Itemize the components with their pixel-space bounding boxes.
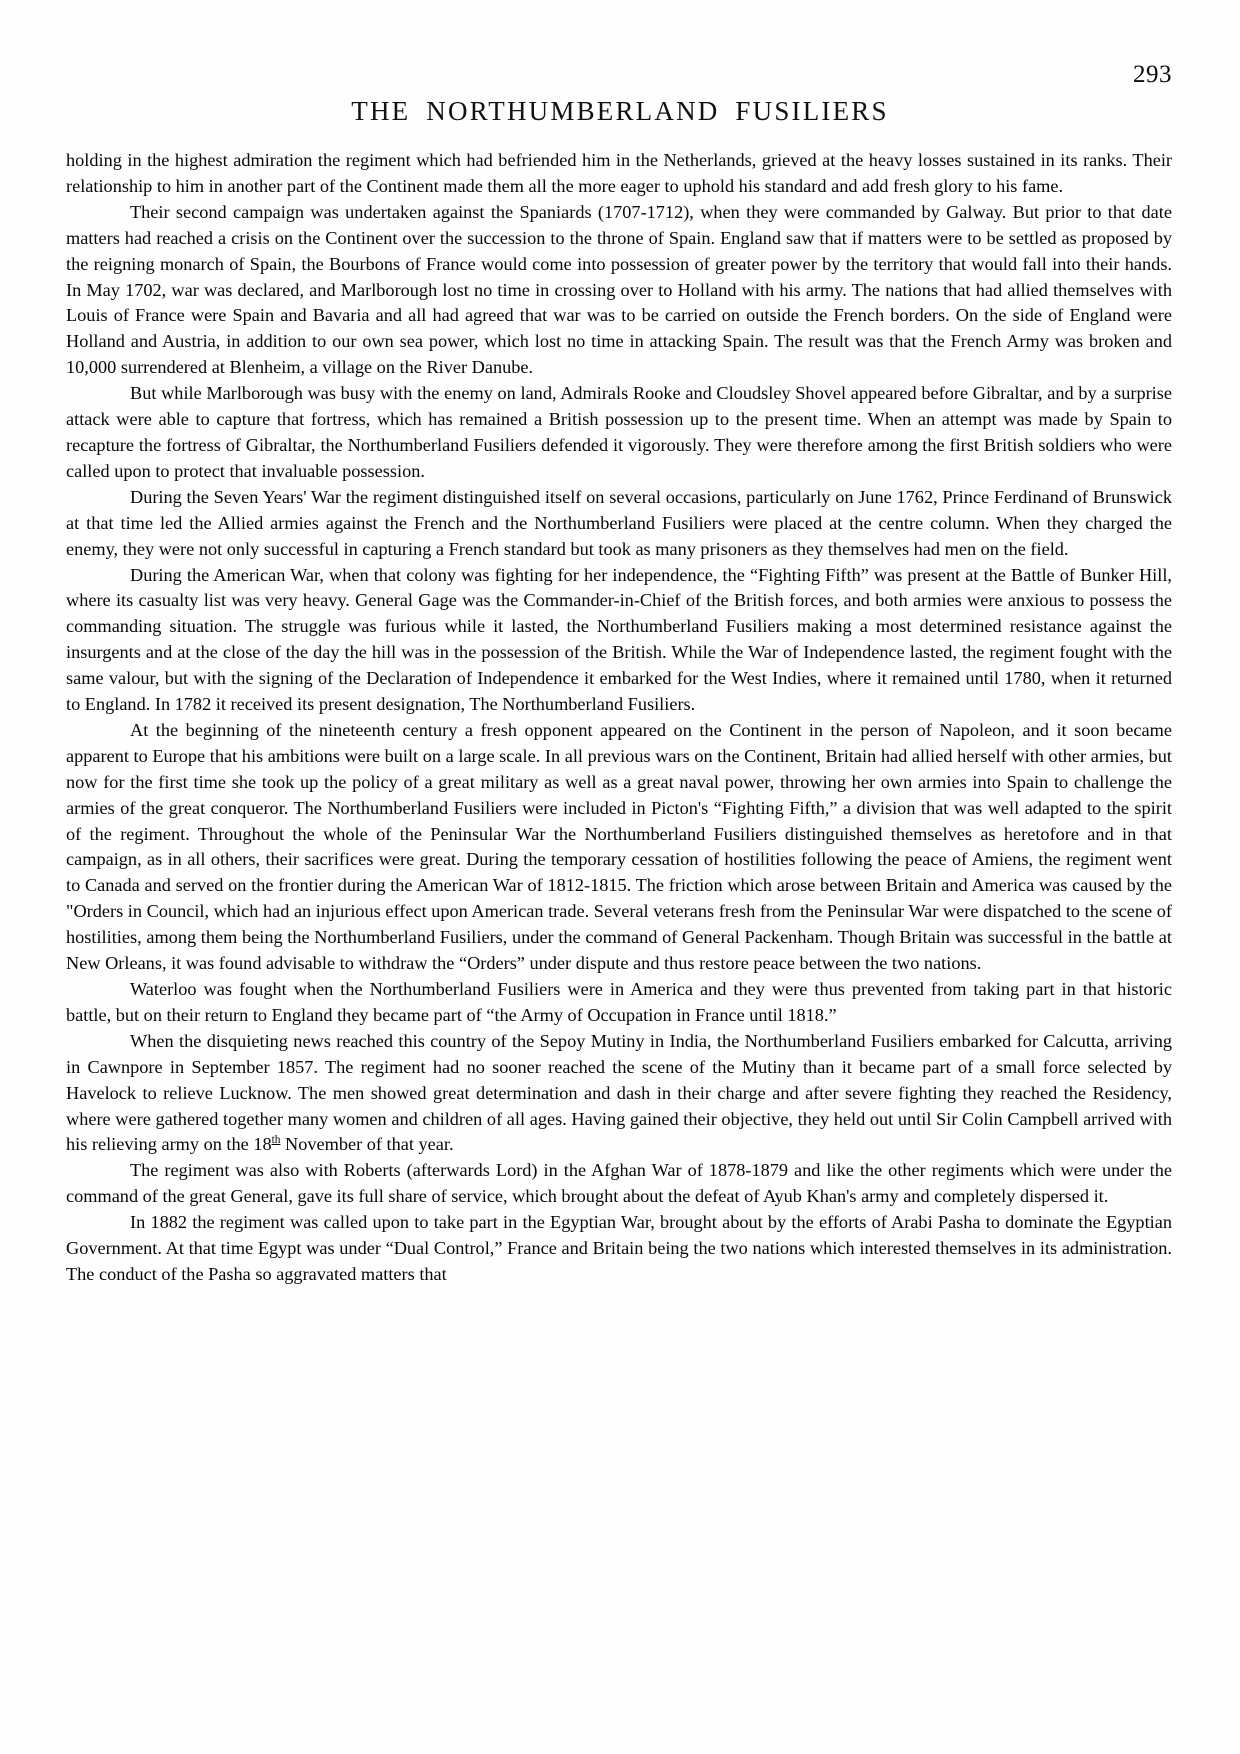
paragraph-napoleon: At the beginning of the nineteenth century a fresh opponent appeared on the Continent in the person of Napoleon, and it soon became apparent to Europe that his ambitions were built on a large scale. In all previous wars on the Continent, Britain had allied herself with other armies, but now for the first time she took up the policy of a great military as well as a great naval power, throwing her own armies into Spain to challenge the armies of the great conqueror. The Northumberland Fusiliers were included in Picton's “Fighting Fifth,” a division that was well adapted to the spirit of the regiment. Throughout the whole of the Peninsular War the Northumberland Fusiliers distinguished themselves as heretofore and in that campaign, as in all others, their sacrifices were great. During the temporary cessation of hostilities following the peace of Amiens, the regiment went to Canada and served on the frontier during the American War of 1812-1815. The friction which arose between Britain and America was caused by the "Orders in Council, which had an injurious effect upon American trade. Several veterans fresh from the Peninsular War were dispatched to the scene of hostilities, among them being the Northumberland Fusiliers, under the command of General Packenham. Though Britain was successful in the battle at New Orleans, it was found advisable to withdraw the “Orders” under dispute and thus restore peace between the two nations. [66,719,1172,974]
sepoy-text-after-superscript: November of that year. [280,1134,454,1155]
paragraph-second-campaign: Their second campaign was undertaken against the Spaniards (1707-1712), when they were commanded by Galway. But prior to that date matters had reached a crisis on the Continent over the succession to the throne of Spain. England saw that if matters were to be settled as proposed by the reigning monarch of Spain, the Bourbons of France would come into possession of greater power by the territory that would fall into their hands. In May 1702, war was declared, and Marlborough lost no time in crossing over to Holland with his army. The nations that had allied themselves with Louis of France were Spain and Bavaria and all had agreed that war was to be carried on outside the French borders. On the side of England were Holland and Austria, in addition to our own sea power, which lost no time in attacking Spain. The result was that the French Army was broken and 10,000 surrendered at Blenheim, a village on the River Danube. [66,201,1172,378]
paragraph-afghan-war: The regiment was also with Roberts (afterwards Lord) in the Afghan War of 1878-1879 and like the other regiments which were under the command of the great General, gave its full share of service, which brought about the defeat of Ayub Khan's army and completely dispersed it. [66,1160,1172,1207]
paragraph-seven-years-war: During the Seven Years' War the regiment distinguished itself on several occasions, particularly on June 1762, Prince Ferdinand of Brunswick at that time led the Allied armies against the French and the Northumberland Fusiliers were placed at the centre column. When they charged the enemy, they were not only successful in capturing a French standard but took as many prisoners as they themselves had men on the field. [66,486,1172,559]
paragraph-waterloo: Waterloo was fought when the Northumberland Fusiliers were in America and they were thus prevented from taking part in that historic battle, but on their return to England they became part of “the Army of Occupation in France until 1818.” [66,979,1172,1025]
sepoy-text-before-superscript: When the disquieting news reached this country of the Sepoy Mutiny in India, the Northumberland Fusiliers embarked for Calcutta, arriving in Cawnpore in September 1857. The regiment had no sooner reached the scene of the Mutiny than it became part of a small force selected by Havelock to relieve Lucknow. The men showed great determination and dash in their charge and after severe fighting they reached the Residency, where were gathered together many women and children of all ages. Having gained their objective, they held out until Sir Colin Campbell arrived with his relieving army on the 18 [66,1030,1172,1155]
page-number: 293 [1133,61,1172,88]
running-head-title: THE NORTHUMBERLAND FUSILIERS [351,96,889,126]
paragraph-egyptian-war: In 1882 the regiment was called upon to take part in the Egyptian War, brought about by the efforts of Arabi Pasha to dominate the Egyptian Government. At that time Egypt was under “Dual Control,” France and Britain being the two nations which interested themselves in its administration. The conduct of the Pasha so aggravated matters that [66,1212,1172,1284]
body-text-block [66,148,1172,1288]
paragraph-continuation: holding in the highest admiration the regiment which had befriended him in the Netherlands, grieved at the heavy losses sustained in its ranks. Their relationship to him in another part of the Continent made them all the more eager to uphold his standard and add fresh glory to his fame. [66,150,1172,196]
ordinal-superscript: th [271,1134,281,1147]
paragraph-american-war: During the American War, when that colony was fighting for her independence, the “Fighting Fifth” was present at the Battle of Bunker Hill, where its casualty list was very heavy. General Gage was the Commander-in-Chief of the British forces, and both armies were anxious to possess the commanding situation. The struggle was furious while it lasted, the Northumberland Fusiliers making a most determined resistance against the insurgents and at the close of the day the hill was in the possession of the British. While the War of Independence lasted, the regiment fought with the same valour, but with the signing of the Declaration of Independence it embarked for the West Indies, where it remained until 1780, when it returned to England. In 1782 it received its present designation, The Northumberland Fusiliers. [66,564,1172,715]
paragraph-sepoy-mutiny [66,1029,1172,1159]
paragraph-gibraltar: But while Marlborough was busy with the enemy on land, Admirals Rooke and Cloudsley Shovel appeared before Gibraltar, and by a surprise attack were able to capture that fortress, which has remained a British possession up to the present time. When an attempt was made by Spain to recapture the fortress of Gibraltar, the Northumberland Fusiliers defended it vigorously. They were therefore among the first British soldiers who were called upon to protect that invaluable possession. [66,383,1172,481]
